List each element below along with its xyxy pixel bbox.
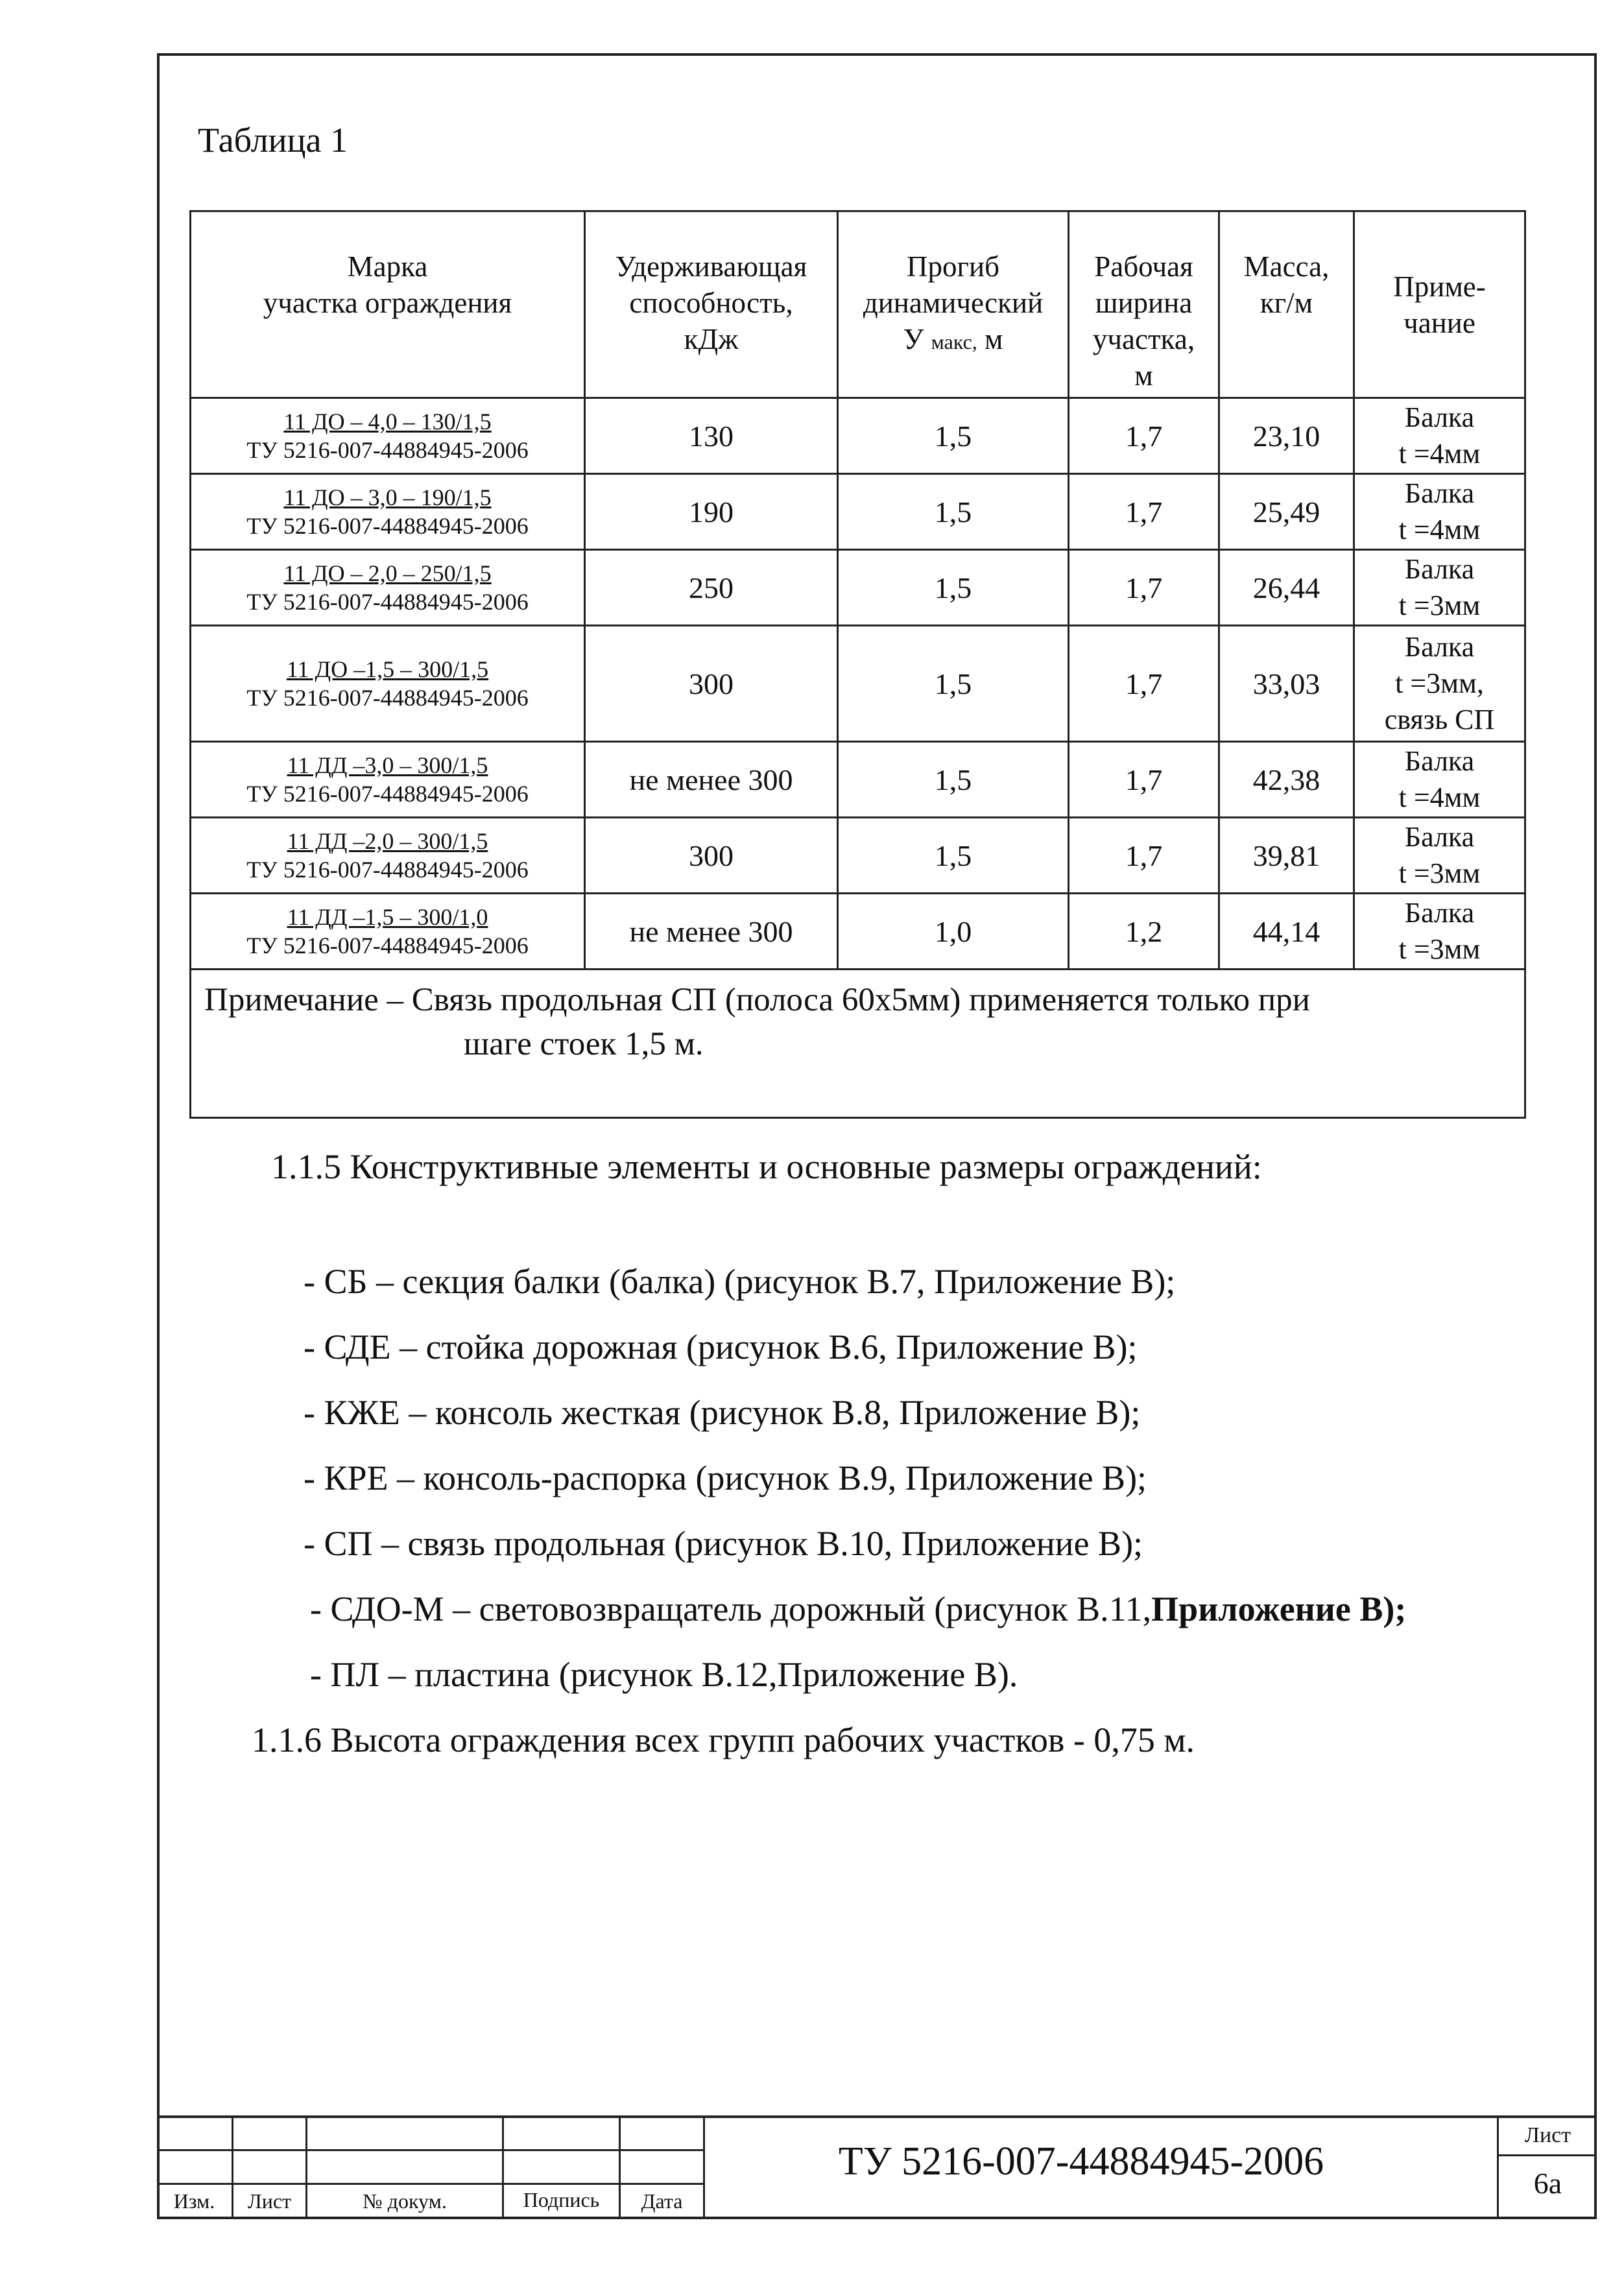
section-1-1-6: 1.1.6 Высота ограждения всех групп рабочих участков - 0,75 м.	[252, 1720, 1195, 1759]
table-header-row	[191, 211, 1525, 398]
stamp-line	[157, 2149, 703, 2151]
header-deflection: Прогиб динамический У макс, м	[838, 211, 1069, 398]
list-item: - СДЕ – стойка дорожная (рисунок В.6, Приложение В);	[304, 1328, 1138, 1366]
header-note: Приме- чание	[1354, 211, 1525, 398]
list-item: - КЖЕ – консоль жесткая (рисунок В.8, Приложение В);	[304, 1393, 1141, 1432]
document-number: ТУ 5216-007-44884945-2006	[838, 2139, 1324, 2184]
list-item: - ПЛ – пластина (рисунок В.12,Приложение В).	[310, 1655, 1018, 1694]
table-title: Таблица 1	[198, 121, 348, 160]
list-item: - СБ – секция балки (балка) (рисунок В.7, Приложение В);	[304, 1262, 1176, 1301]
table-row: 11 ДО – 4,0 – 130/1,5 ТУ 5216-007-44884945-2006 130 1,5 1,7 23,10 Балка t =4мм	[191, 398, 1525, 474]
table-footnote: Примечание – Связь продольная СП (полоса 60х5мм) применяется только при шаге стоек 1,5 м.	[191, 970, 1525, 1118]
stamp-label-sign: Подпись	[523, 2188, 600, 2211]
title-block-stamp	[157, 2115, 1597, 2219]
stamp-label-docnum: № докум.	[363, 2189, 447, 2213]
header-width: Рабочая ширина участка, м	[1069, 211, 1219, 398]
table-row: 11 ДО –1,5 – 300/1,5 ТУ 5216-007-44884945-2006 300 1,5 1,7 33,03 Балка t =3мм, связь СП	[191, 626, 1525, 742]
stamp-line	[157, 2115, 1597, 2118]
stamp-line	[703, 2115, 705, 2219]
section-1-1-5: 1.1.5 Конструктивные элементы и основные размеры ограждений:	[271, 1147, 1262, 1186]
stamp-label-date: Дата	[641, 2189, 683, 2213]
table-row: 11 ДО – 3,0 – 190/1,5 ТУ 5216-007-44884945-2006 190 1,5 1,7 25,49 Балка t =4мм	[191, 474, 1525, 550]
table-row: 11 ДО – 2,0 – 250/1,5 ТУ 5216-007-44884945-2006 250 1,5 1,7 26,44 Балка t =3мм	[191, 550, 1525, 626]
list-item: - СДО-М – световозвращатель дорожный (рисунок В.11,Приложение В);	[310, 1589, 1407, 1628]
stamp-line	[1497, 2154, 1597, 2156]
sheet-label: Лист	[1524, 2123, 1571, 2147]
table-footnote-row	[191, 970, 1525, 1118]
specs-table	[189, 210, 1526, 1119]
stamp-line	[157, 2183, 703, 2185]
list-item: - КРЕ – консоль-распорка (рисунок В.9, Приложение В);	[304, 1459, 1147, 1497]
table-row: 11 ДД –1,5 – 300/1,0 ТУ 5216-007-44884945-2006 не менее 300 1,0 1,2 44,14 Балка t =3мм	[191, 894, 1525, 970]
stamp-label-izm: Изм.	[173, 2189, 215, 2213]
table-row: 11 ДД –3,0 – 300/1,5 ТУ 5216-007-44884945-2006 не менее 300 1,5 1,7 42,38 Балка t =4мм	[191, 742, 1525, 818]
sheet-number: 6а	[1533, 2167, 1562, 2200]
list-item: - СП – связь продольная (рисунок В.10, Приложение В);	[304, 1524, 1143, 1563]
header-mark: Марка участка ограждения	[191, 211, 585, 398]
header-capacity: Удерживающая способность, кДж	[585, 211, 838, 398]
table-row: 11 ДД –2,0 – 300/1,5 ТУ 5216-007-44884945-2006 300 1,5 1,7 39,81 Балка t =3мм	[191, 818, 1525, 894]
stamp-label-list: Лист	[247, 2189, 291, 2213]
header-mass: Масса, кг/м	[1219, 211, 1354, 398]
